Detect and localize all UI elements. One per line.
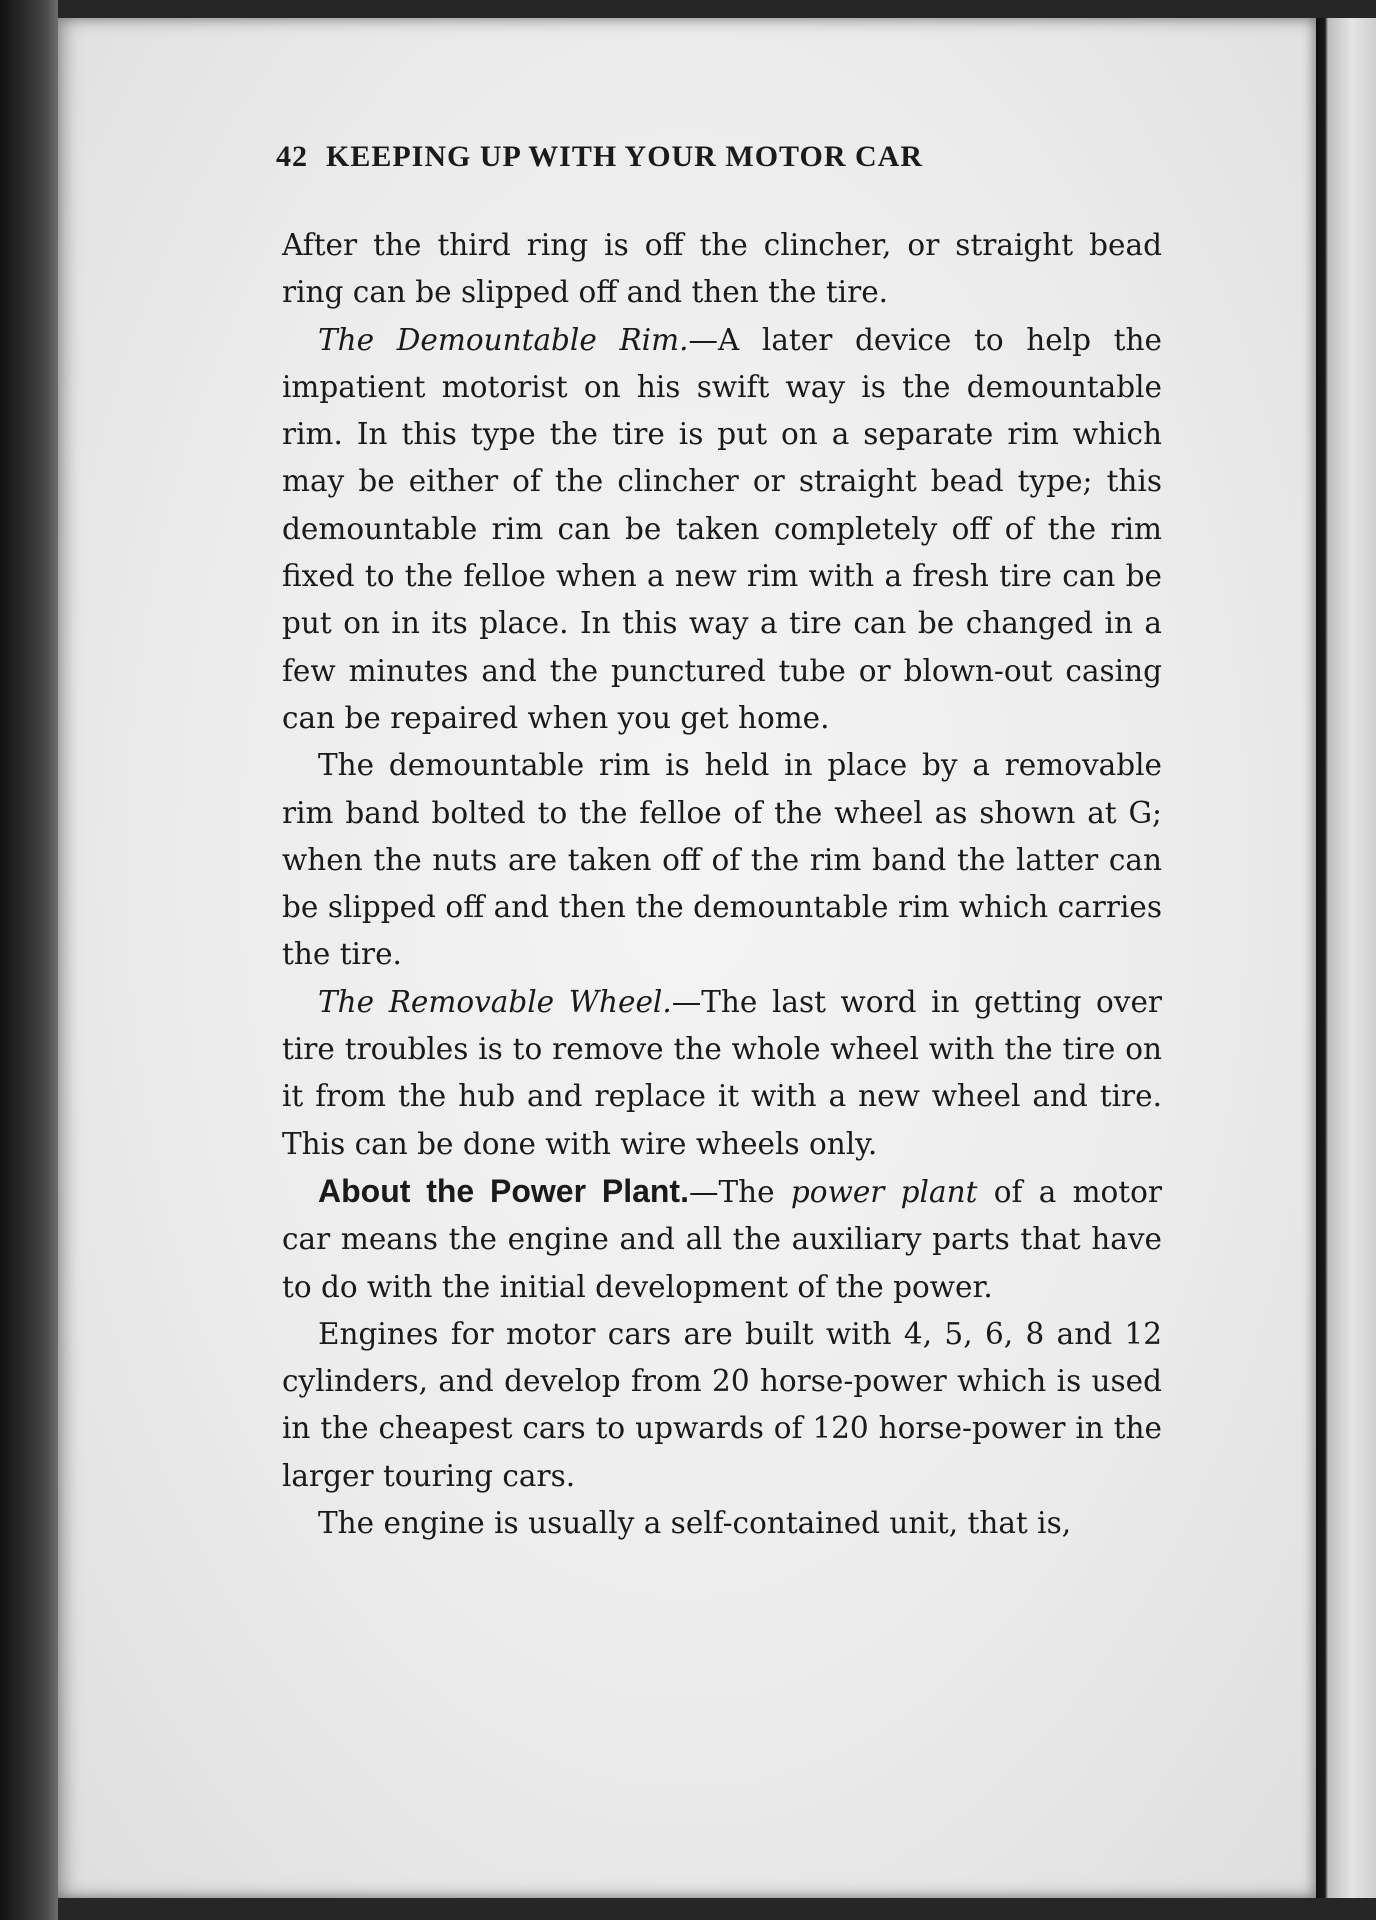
paragraph-power-plant (282, 1168, 1162, 1311)
paragraph-power-plant-lead: —The (688, 1174, 791, 1209)
paragraph-removable-wheel-body: —The last word in getting over tire troubles is to remove the whole wheel with the tire on it from the hub and replace it with a new wheel and tire. This can be done with wire wheels only. (282, 984, 1162, 1161)
paragraph-demountable-rim-body: —A later device to help the impatient motorist on his swift way is the demountable rim. In this type the tire is put on a separate rim which may be either of the clincher or straight bead type; this demountable rim can be taken completely off of the rim fixed to the felloe when a new rim with a fresh tire can be put on in its place. In this way a tire can be changed in a few minutes and the punctured tube or blown-out casing can be repaired when you get home. (282, 322, 1162, 735)
subheading-demountable-rim: The Demountable Rim. (318, 322, 689, 357)
running-head-title: KEEPING UP WITH YOUR MOTOR CAR (326, 140, 923, 173)
book-spine (0, 0, 58, 1920)
subheading-removable-wheel: The Removable Wheel. (318, 984, 672, 1019)
paragraph-engine-unit: The engine is usually a self-contained unit, that is, (318, 1506, 1072, 1541)
paragraph-engine-cylinders: Engines for motor cars are built with 4, 5, 6, 8 and 12 cylinders, and develop from 20 horse-power which is used in the cheapest cars to upwards of 120 horse-power in the larger touring cars. (282, 1316, 1162, 1493)
body-text (282, 222, 1162, 1547)
running-header (276, 140, 1136, 174)
paragraph-continuation: After the third ring is off the clincher, or straight bead ring can be slipped off and then the tire. (282, 228, 1162, 310)
term-power-plant: power plant (790, 1174, 978, 1209)
paragraph-demountable-rim (282, 317, 1162, 743)
paragraph-rim-band: The demountable rim is held in place by a removable rim band bolted to the felloe of the wheel as shown at G; when the nuts are taken off of the rim band the latter can be slipped off and then the demountable rim which carries the tire. (282, 748, 1162, 972)
paragraph-power-plant-body: of a motor car means the engine and all the auxiliary parts that have to do with the initial development of the power. (282, 1174, 1163, 1304)
facing-page-edge (1316, 18, 1376, 1898)
section-heading-power-plant: About the Power Plant. (318, 1172, 689, 1209)
page-number: 42 (276, 140, 308, 173)
paragraph-removable-wheel (282, 979, 1162, 1168)
